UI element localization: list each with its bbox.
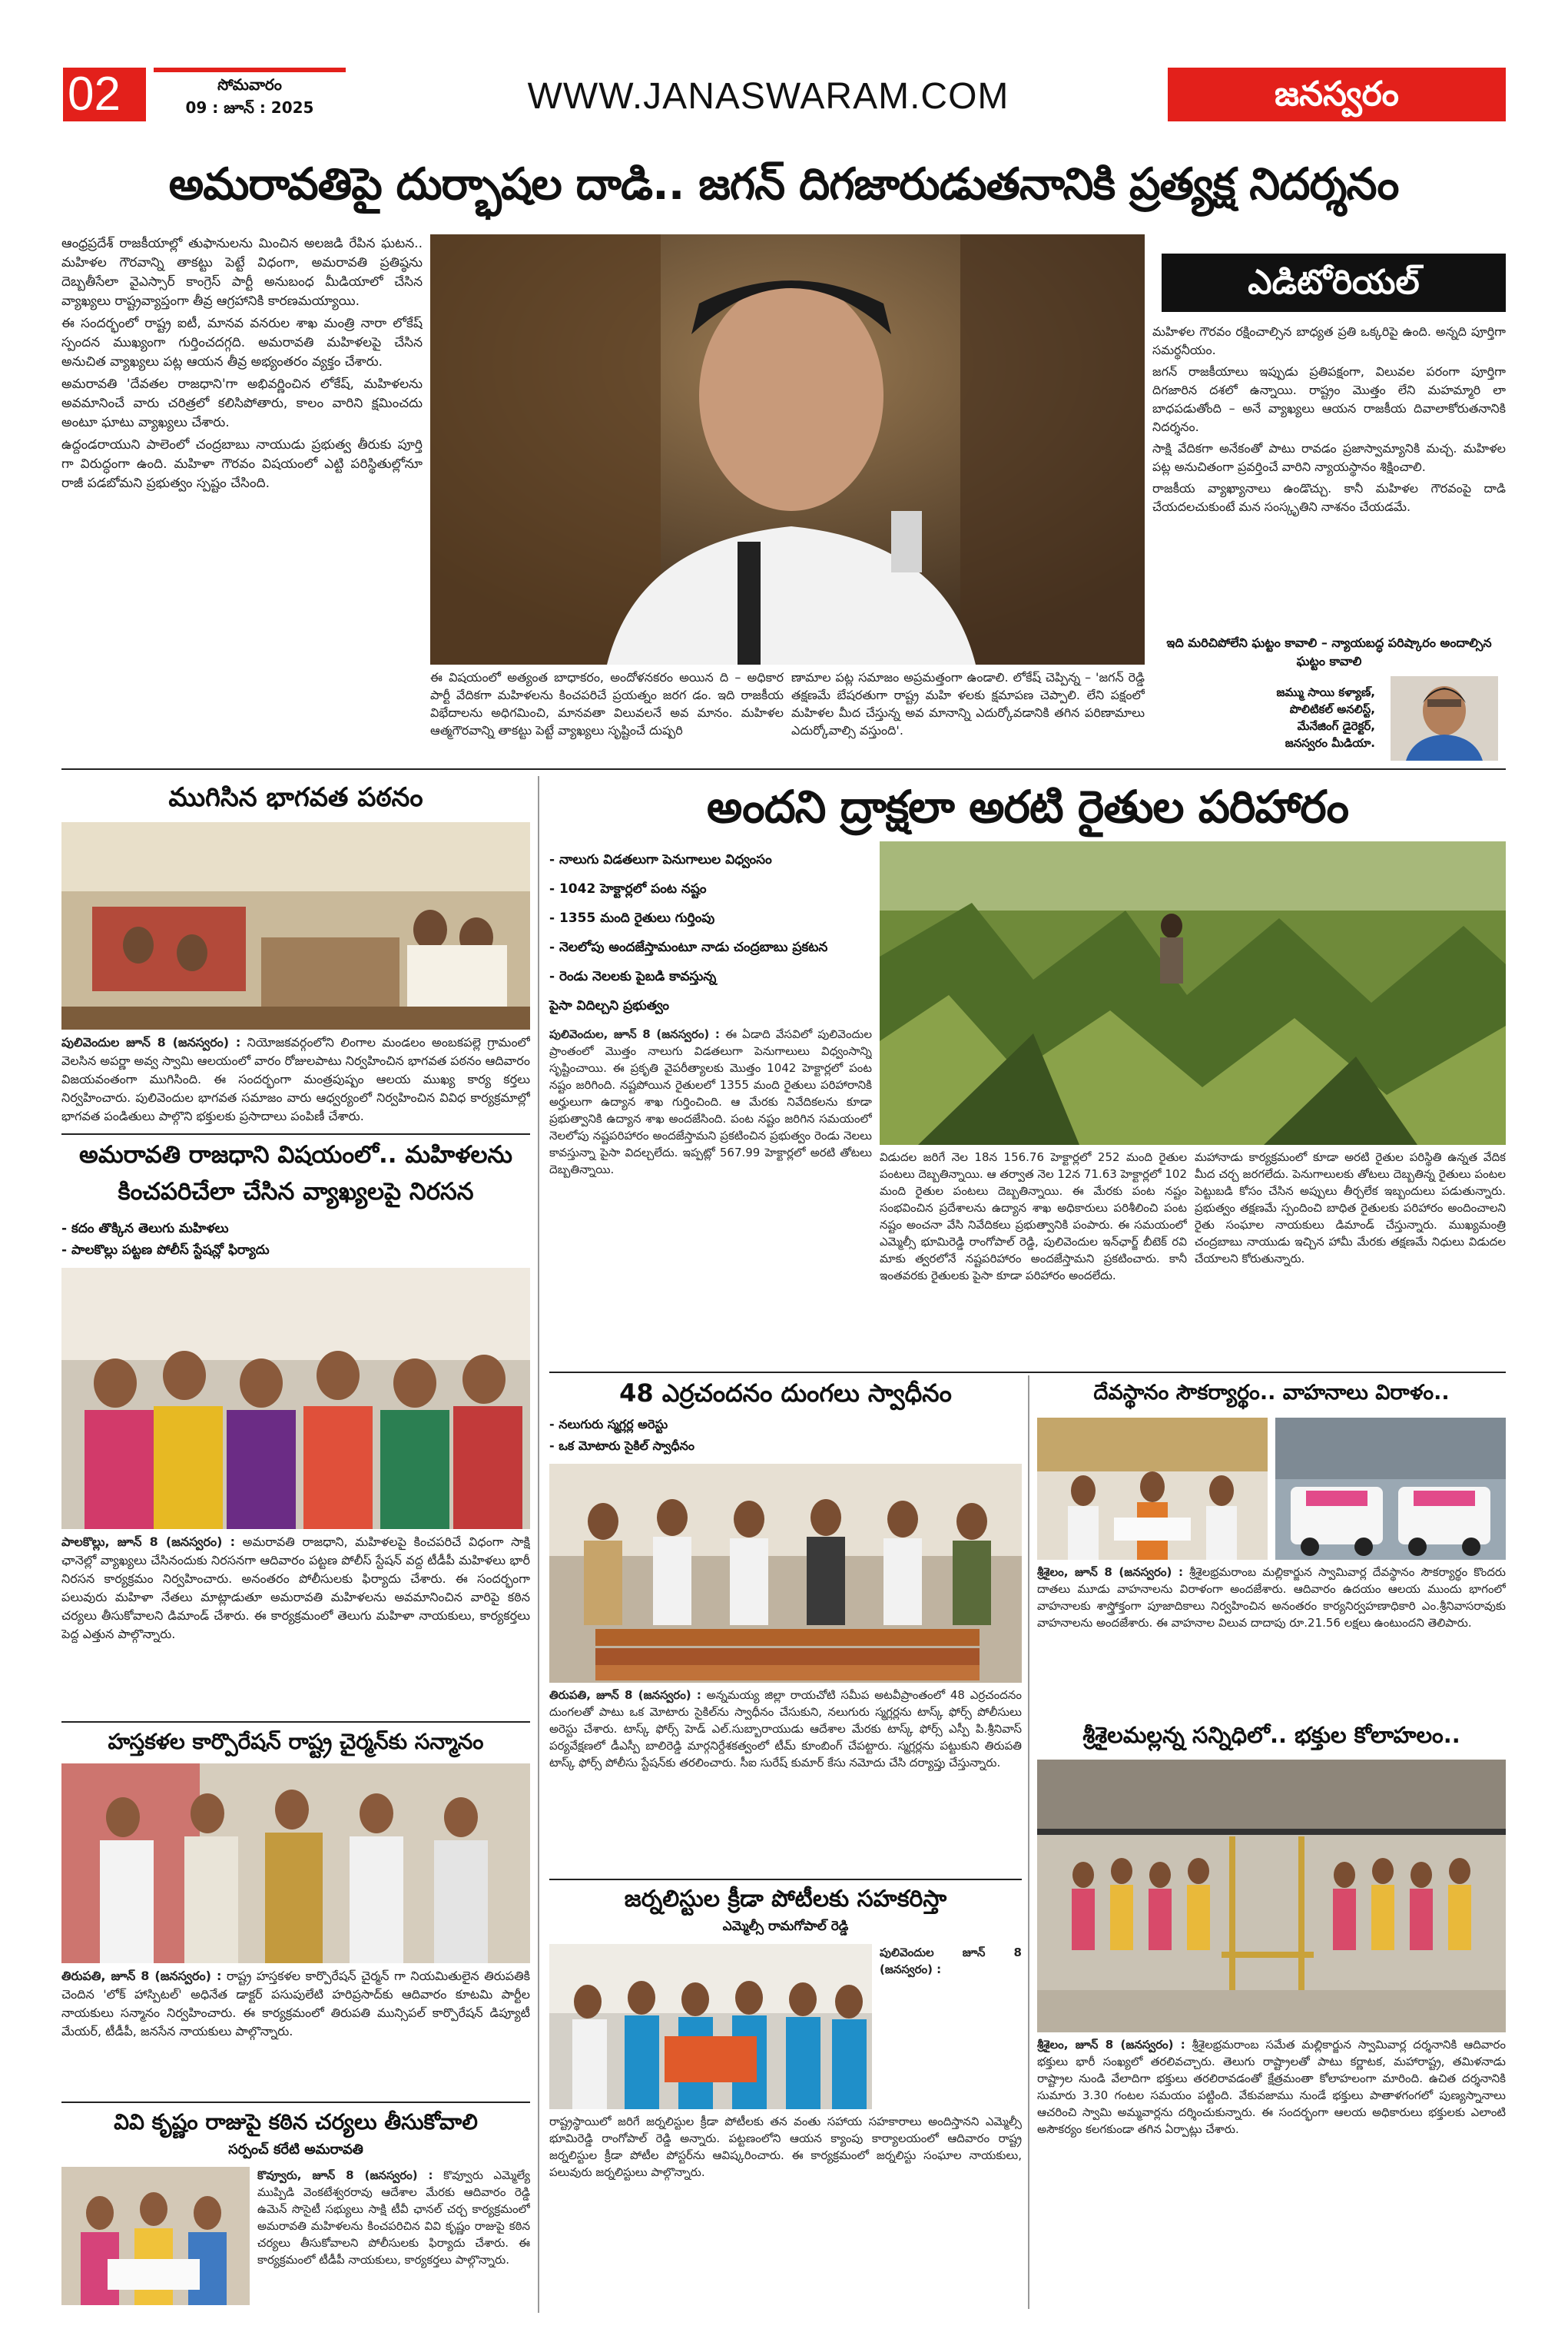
page-number-box	[63, 68, 146, 121]
journalists-body-top	[880, 1944, 1022, 2109]
issue-date: 09 : జూన్ : 2025	[185, 98, 314, 117]
editorial-tag-text: ఎడిటోరియల్	[1248, 263, 1420, 302]
srisailam-body	[1037, 2036, 1506, 2309]
protest-title-2: కించపరిచేలా చేసిన వ్యాఖ్యలపై నిరసన	[118, 1178, 474, 1206]
banana-col-2	[880, 1149, 1187, 1364]
lead-headline: అమరావతిపై దుర్భాషల దాడి.. జగన్ దిగజారుడుతనానికి ప్రత్యక్ష నిదర్శనం	[168, 159, 1399, 210]
lead-para: సాక్షి వేదికగా అనేకంతో పాటు రావడం ప్రజాస్వామ్యానికి మచ్చ. మహిళల పట్ల అనుచితంగా ప్రవర్తించే వారిని న్యాయస్థానం శిక్షించాలి.	[1152, 441, 1506, 474]
dateline: పులివెందుల, జూన్ 8 (జనస్వరం) :	[549, 1027, 720, 1041]
journalists-byline: ఎమ్మెల్సీ రామగోపాల్ రెడ్డి	[722, 1919, 849, 1934]
protest-bullets	[61, 1218, 530, 1261]
journalists-title: జర్నలిస్టుల క్రీడా పోటీలకు సహకరిస్తా	[624, 1886, 947, 1912]
srisailam-photo	[1037, 1760, 1506, 2032]
bullet: పైసా విదిల్చని ప్రభుత్వం	[549, 998, 669, 1013]
story-body: మహానాడు కార్యక్రమంలో కూడా అరటి రైతుల పరిస్థితి ఉన్నత వేదిక మీద చర్చ జరగలేదు. పెనుగాలులకు తోటలు దెబ్బతిన్న రైతులు పంటల పెట్టుబడి కోసం చేసిన అప్పులు తీర్చలేక ఇబ్బందులు పడుతున్నారు. ప్రభుత్వం తక్షణమే స్పందించి బాధిత రైతులకు పరిహారం అందించాలని రైతు సంఘాల నాయకులు డిమాండ్ చేస్తున్నారు. ముఖ్యమంత్రి చంద్రబాబు నాయుడు ఇచ్చిన హామీ మేరకు తక్షణమే నిధులు విడుదల చేయాలని కోరుతున్నారు.	[1195, 1150, 1506, 1266]
story-body: శ్రీశైలభ్రమరాంబ సమేత మల్లికార్జున స్వామివార్ల దర్శనానికి ఆదివారం భక్తులు భారీ సంఖ్యలో తరలివచ్చారు. తెలుగు రాష్ట్రాలతో పాటు కర్ణాటక, మహారాష్ట్ర, తమిళనాడు రాష్ట్రాల నుండి వేలాదిగా భక్తులు తరలిరావడంతో క్షేత్రమంతా కోలాహలంగా మారింది. ఉచిత దర్శనానికి సుమారు 3.30 గంటల సమయం పట్టింది. వేకువజాము నుండే భక్తులు పాతాళగంగలో పుణ్యస్నానాలు ఆచరించి స్వామి అమ్మవార్లను దర్శించుకున్నారు. ఈ సందర్భంగా ఆలయ అధికారులు భక్తులకు ఎలాంటి అసౌకర్యం కలగకుండా తగిన ఏర్పాట్లు చేశారు.	[1037, 2038, 1506, 2136]
lead-middle-col-1	[430, 668, 784, 753]
dateline: తిరుపతి, జూన్ 8 (జనస్వరం) :	[61, 1969, 222, 1983]
dateline: కొవ్వూరు, జూన్ 8 (జనస్వరం) :	[257, 2168, 433, 2182]
editorial-tag	[1162, 254, 1506, 312]
redsandal-body	[549, 1687, 1022, 1875]
banana-photo	[880, 841, 1506, 1145]
lead-middle-col-2	[791, 668, 1145, 753]
lead-para: రాజకీయ వ్యాఖ్యానాలు ఉండొచ్చు. కానీ మహిళల గౌరవంపై దాడి చేయదలచుకుంటే మన సంస్కృతిని నాశనం చేయడమే.	[1152, 481, 1506, 514]
redsandal-photo	[549, 1464, 1022, 1683]
page-number: 02	[68, 68, 121, 121]
story-body: అన్నమయ్య జిల్లా రాయచోటి సమీప అటవీప్రాంతంలో 48 ఎర్రచందనం దుంగలతో పాటు ఒక మోటారు సైకిల్‌ను స్వాధీనం చేసుకుని, నలుగురు స్మగ్లర్లను టాస్క్ ఫోర్స్ పోలీసులు అరెస్టు చేశారు. టాస్క్ ఫోర్స్ హెడ్ ఎల్.సుబ్బారాయుడు ఆదేశాల మేరకు టాస్క్ ఫోర్స్ ఎస్పీ పి.శ్రీనివాస్ పర్యవేక్షణలో డీఎస్పీ బాలిరెడ్డి మార్గనిర్దేశకత్వంలో టీమ్ కూంబింగ్ చేపట్టారు. స్మగ్లర్లను పట్టుకుని తిరుపతి టాస్క్ ఫోర్స్ పోలీసు స్టేషన్‌కు తరలించారు. సీఐ సురేష్ కుమార్ కేసు నమోదు చేసి దర్యాప్తు చేస్తున్నారు.	[549, 1688, 1022, 1770]
story-body: ఈ ఏడాది వేసవిలో పులివెందుల ప్రాంతంలో మొత్తం నాలుగు విడతలుగా పెనుగాలులు విధ్వంసాన్ని సృష్టించాయి. ఈ ప్రకృతి వైపరీత్యాలకు మొత్తం 1042 హెక్టార్లలో పంట నష్టం జరిగింది. నష్టపోయిన రైతులలో 1355 మంది రైతులు పరిహారానికి అర్హులుగా ఉద్యాన శాఖ గుర్తించింది. ఆ మేరకు నివేదికలను కూడా ప్రభుత్వానికి ఉద్యాన శాఖ అందజేసింది. పంట నష్టం జరిగిన సమయంలో నెలలోపు నష్టపరిహారం అందజేస్తామని ప్రకటించిన ప్రభుత్వం రెండు నెలలు కావస్తున్నా పైసా విదల్చలేదు. ఇప్పట్లో 567.99 హెక్టార్లలో అరటి తోటలు దెబ్బతిన్నాయి.	[549, 1027, 872, 1176]
redsandal-bullets	[549, 1414, 1022, 1457]
bhagavatam-body	[61, 1033, 530, 1130]
protest-photo	[61, 1268, 530, 1529]
temple-photo-2	[1275, 1418, 1506, 1560]
lead-para: ణామాల పట్ల సమాజం అప్రమత్తంగా ఉండాలి. లోకేష్ చెప్పిన్న – 'జగన్ రెడ్డి తక్షణమే బేషరతుగా రాష్ట్ర మహి ళలకు క్షమాపణ చెప్పాలి. లేని పక్షంలో మహిళల మీద చేస్తున్న అవ మానాన్ని ఎదుర్కోవడానికి తగిన పరిణామాలు ఎదుర్కోవాల్సి వస్తుంది'.	[791, 670, 1145, 738]
temple-photo-1	[1037, 1418, 1268, 1560]
byline-line: మేనేజింగ్ డైరెక్టర్,	[1297, 719, 1375, 733]
banana-col-3	[1195, 1149, 1506, 1364]
lead-photo	[430, 234, 1145, 665]
krishnam-title: వివి కృష్ణం రాజుపై కఠిన చర్యలు తీసుకోవాలి	[114, 2109, 478, 2135]
story-body: కొవ్వూరు ఎమ్మెల్యే ముప్పిడి వెంకటేశ్వరరావు ఆదేశాల మేరకు ఆదివారం రెడ్డి ఉమెన్ సొసైటీ సభ్యులు సాక్షి టీవీ ఛానల్ చర్చ కార్యక్రమంలో అమరావతి మహిళలను కించపరిచిన వివి కృష్ణం రాజుపై కఠిన చర్యలు తీసుకోవాలని పోలీసులకు ఫిర్యాదు చేశారు. ఈ కార్యక్రమంలో టీడీపీ నాయకులు, కార్యకర్తలు పాల్గొన్నారు.	[257, 2168, 530, 2267]
story-body: అమరావతి రాజధాని, మహిళలపై కించపరిచే విధంగా సాక్షి ఛానెల్లో వ్యాఖ్యలు చేసినందుకు నిరసనగా ఆదివారం పట్టణ పోలీస్ స్టేషన్ వద్ద టీడీపీ మహిళలు భారీ నిరసన కార్యక్రమం నిర్వహించారు. అనంతరం పోలీసులకు ఫిర్యాదు చేశారు. ఈ సందర్భంగా పలువురు మహిళా నేతలు మాట్లాడుతూ అమరావతి మహిళలను అవమానించిన వారిపై కఠిన చర్యలు తీసుకోవాలని డిమాండ్ చేశారు. ఈ కార్యక్రమంలో తెలుగు మహిళా నాయకులు, కార్యకర్తలు పెద్ద ఎత్తున పాల్గొన్నారు.	[61, 1534, 530, 1641]
handicrafts-body	[61, 1967, 530, 2098]
lead-para: ఉద్దండరాయుని పాలెంలో చంద్రబాబు నాయుడు ప్రభుత్వ తీరుకు పూర్తి గా విరుద్ధంగా ఉంది. మహిళా గౌరవం విషయంలో ఎట్టి పరిస్థితుల్లోనూ రాజీ పడబోమని ప్రభుత్వం స్పష్టం చేసింది.	[61, 437, 423, 491]
lead-para: ఆంధ్రప్రదేశ్ రాజకీయాల్లో తుఫానులను మించిన అలజడి రేపిన ఘటన.. మహిళల గౌరవాన్ని తాకట్టు పెట్టే విధంగా, అమరావతి ప్రతిష్ఠను దెబ్బతీసేలా వైఎస్సార్ కాంగ్రెస్ పార్టీ అనుబంధ మీడియాలో చేసిన వ్యాఖ్యలు రాష్ట్రవ్యాప్తంగా తీవ్ర ఆగ్రహానికి కారణమయ్యాయి.	[61, 236, 423, 309]
issue-day: సోమవారం	[217, 75, 282, 94]
krishnam-body	[257, 2167, 530, 2309]
krishnam-byline: సర్పంచ్ కరేటి అమరావతి	[228, 2141, 363, 2158]
story-body: విడుదల జరిగే నెల 18న 156.76 హెక్టార్లలో 252 మంది రైతుల పంటలు దెబ్బతిన్నాయి. ఆ తర్వాత నెల 12న 71.63 హెక్టార్లలో 102 మంది రైతుల పంటలు దెబ్బతిన్నాయి. ఈ మేరకు పంట నష్టం సంభవించిన ప్రదేశాలను ఉద్యాన శాఖ అధికారులు పరిశీలించి పంట నష్టం అంచనా వేసి నివేదికలు ప్రభుత్వానికి పంపారు. ఈ సమయంలో ఎమ్మెల్సీ భూమిరెడ్డి రాంగోపాల్ రెడ్డి, పులివెందుల ఇన్‌ఛార్జ్ బీటెక్ రవి మాకు త్వరలోనే నష్టపరిహారం అందజేస్తామని ప్రకటించారు. కానీ ఇంతవరకు రైతులకు పైసా కూడా పరిహారం అందలేదు.	[880, 1150, 1187, 1282]
story-body: శ్రీశైలభ్రమరాంబ మల్లికార్జున స్వామివార్ల దేవస్థానం సౌకర్యార్థం కొందరు దాతలు మూడు వాహనాలను విరాళంగా అందజేశారు. ఆదివారం ఉదయం ఆలయ ముందు భాగంలో వాహనాలకు శాస్త్రోక్తంగా పూజాదికాలు నిర్వహించిన అనంతరం కార్యనిర్వహణాధికారి ఎం.శ్రీనివాసరావుకు వాహనాలను అందజేశారు. ఈ వాహనాల విలువ దాదాపు రూ.21.56 లక్షలు ఉంటుందని తెలిపారు.	[1037, 1565, 1506, 1630]
journalists-photo	[549, 1944, 872, 2109]
banana-headline: అందని ద్రాక్షలా అరటి రైతుల పరిహారం	[706, 781, 1349, 833]
bullet: - పాలకొల్లు పట్టణ పోలీస్ స్టేషన్లో ఫిర్యాదు	[61, 1242, 270, 1258]
bullet: - నాలుగు విడతలుగా పెనుగాలుల విధ్వంసం	[549, 852, 772, 867]
website-url: WWW.JANASWARAM.COM	[527, 76, 1009, 117]
section-divider	[549, 1879, 1022, 1880]
journalists-body	[549, 2113, 1022, 2305]
dateline: తిరుపతి, జూన్ 8 (జనస్వరం) :	[549, 1688, 701, 1702]
dateline: శ్రీశైలం, జూన్ 8 (జనస్వరం) :	[1037, 2038, 1185, 2052]
column-divider	[538, 776, 539, 2313]
bullet: - నలుగురు స్మగ్లర్ల అరెస్టు	[549, 1417, 668, 1431]
bhagavatam-photo	[61, 822, 530, 1030]
editorial-byline	[1198, 684, 1375, 751]
lead-column-1	[61, 234, 423, 695]
story-body: రాష్ట్ర హస్తకళల కార్పొరేషన్ చైర్మన్ గా నియమితులైన తిరుపతికి చెందిన 'లోక్ హాస్పిటల్' అధినేత డాక్టర్ పసుపులేటి హరిప్రసాద్‌కు ఆదివారం కూటమి పార్టీల నాయకులు సన్మానం నిర్వహించారు. ఈ కార్యక్రమంలో తిరుపతి మున్సిపల్ కార్పొరేషన్ డిప్యూటీ మేయర్, టీడీపీ, జనసేన నాయకులు పాల్గొన్నారు.	[61, 1969, 530, 2039]
section-divider	[61, 1721, 530, 1723]
lead-para: మహిళల గౌరవం రక్షించాల్సిన బాధ్యత ప్రతి ఒక్కరిపై ఉంది. అన్నది పూర్తిగా సమర్థనీయం.	[1152, 324, 1506, 357]
lead-para: అమరావతి 'దేవతల రాజధాని'గా అభివర్ణించిన లోకేష్, మహిళలను అవమానించే వారు చరిత్రలో కలిసిపోతారు, కాలం వారిని క్షమించదు అంటూ ఘాటు వ్యాఖ్యలు చేశారు.	[61, 377, 423, 430]
byline-line: జమ్ము సాయి కళ్యాణ్,	[1276, 685, 1375, 699]
protest-body	[61, 1533, 530, 1717]
temple-body	[1037, 1564, 1506, 1717]
brand-box	[1168, 68, 1506, 121]
brand-name: జనస్వరం	[1274, 75, 1399, 114]
protest-title-1: అమరావతి రాజధాని విషయంలో.. మహిళలను	[79, 1141, 512, 1169]
byline-line: జనస్వరం మీడియా.	[1285, 736, 1375, 750]
lead-closing-line: ఇది మరిచిపోలేని ఘట్టం కావాలి – న్యాయబద్ధ పరిష్కారం అందాల్సిన ఘట్టం కావాలి	[1166, 635, 1492, 668]
bullet: - 1042 హెక్టార్లలో పంట నష్టం	[549, 881, 707, 897]
story-body: రాష్ట్రస్థాయిలో జరిగే జర్నలిస్టుల క్రీడా పోటీలకు తన వంతు సహాయ సహకారాలు అందిస్తానని ఎమ్మెల్సీ భూమిరెడ్డి రాంగోపాల్ రెడ్డి అన్నారు. పట్టణంలోని ఆయన క్యాంపు కార్యాలయంలో ఆదివారం రాష్ట్ర జర్నలిస్టుల క్రీడా పోటీల పోస్టర్‌ను ఆవిష్కరించారు. ఈ కార్యక్రమంలో జర్నలిస్టు సంఘాల నాయకులు, పలువురు జర్నలిస్టులు పాల్గొన్నారు.	[549, 2115, 1022, 2179]
redsandal-title: 48 ఎర్రచందనం దుంగలు స్వాధీనం	[619, 1378, 952, 1408]
lead-right-col	[1152, 323, 1506, 630]
bullet: - రెండు నెలలకు పైబడి కావస్తున్న	[549, 969, 717, 984]
section-divider	[61, 1133, 530, 1135]
bullet: - ఒక మోటారు సైకిల్ స్వాధీనం	[549, 1438, 694, 1453]
handicrafts-photo	[61, 1763, 530, 1963]
bullet: - కదం తొక్కిన తెలుగు మహిళలు	[61, 1221, 229, 1236]
story-body: నియోజకవర్గంలోని లింగాల మండలం అంబకపల్లె గ్రామంలో వెలసిన అపర్ణా అవ్వ స్వామి ఆలయంలో వారం రోజులపాటు నిర్వహించిన భాగవత పఠనం ఆదివారం విజయవంతంగా ముగిసింది. ఈ సందర్భంగా మంత్రపుష్పం ఆలయ ముఖ్య కార్య కర్తలు నిర్వహించారు. పులివెందుల భాగవత సమాజం వారు ఆధ్వర్యంలో నిర్వహించిన వివిధ కార్యక్రమాల్లో భాగవత పండితులు పాల్గొని భక్తులకు ప్రసాదాలు పంపిణీ చేశారు.	[61, 1035, 530, 1123]
dateline-box	[154, 68, 346, 121]
column-divider	[1028, 1375, 1029, 2309]
banana-bullets	[549, 845, 872, 1020]
handicrafts-title: హస్తకళల కార్పొరేషన్ రాష్ట్ర చైర్మన్‌కు సన్మానం	[108, 1729, 484, 1754]
dateline: పాలకొల్లు, జూన్ 8 (జనస్వరం) :	[61, 1534, 235, 1549]
byline-line: పొలిటికల్ అనలిస్ట్,	[1289, 702, 1375, 716]
section-divider	[549, 1372, 1506, 1373]
bullet: - 1355 మంది రైతులు గుర్తింపు	[549, 911, 715, 926]
bullet: - నెలలోపు అందజేస్తామంటూ నాడు చంద్రబాబు ప్రకటన	[549, 940, 828, 955]
krishnam-photo	[61, 2167, 250, 2305]
lead-para: జగన్ రాజకీయాలు ఇప్పుడు ప్రతిపక్షంగా, విలువల పరంగా పూర్తిగా దిగజారిన దశలో ఉన్నాయి. రాష్ట్రం మొత్తం లేని మహమ్మారి లా బాధపడుతోంది – అనే వ్యాఖ్యలు ఆయన రాజకీయ దివాలాకోరుతనానికి నిదర్శనం.	[1152, 364, 1506, 434]
bhagavatam-title: ముగిసిన భాగవత పఠనం	[168, 782, 423, 813]
temple-title: దేవస్థానం సౌకర్యార్థం.. వాహనాలు విరాళం..	[1093, 1381, 1450, 1405]
section-divider	[61, 2102, 530, 2103]
dateline: పులివెందుల జూన్ 8 (జనస్వరం) :	[61, 1035, 241, 1050]
srisailam-title: శ్రీశైలమల్లన్న సన్నిధిలో.. భక్తుల కోలాహలం..	[1082, 1722, 1460, 1748]
lead-para: ఈ సందర్భంలో రాష్ట్ర ఐటీ, మానవ వనరుల శాఖ మంత్రి నారా లోకేష్ స్పందన ముఖ్యంగా గుర్తించదగ్గది. అమరావతి మహిళలపై చేసిన అనుచిత వ్యాఖ్యలు పట్ల ఆయన తీవ్ర అభ్యంతరం వ్యక్తం చేశారు.	[61, 316, 423, 370]
dateline: పులివెందుల జూన్ 8 (జనస్వరం) :	[880, 1946, 1022, 1976]
banana-col-1	[549, 1026, 872, 1364]
dateline: శ్రీశైలం, జూన్ 8 (జనస్వరం) :	[1037, 1565, 1183, 1579]
section-divider	[61, 768, 1506, 770]
author-photo	[1391, 676, 1498, 761]
lead-para: ఈ విషయంలో అత్యంత బాధాకరం, అందోళనకరం అయిన ది – అధికార పార్టీ వేదికగా మహిళలను కించపరిచే ప్రయత్నం జరగ డం. ఇది రాజకీయ విభేదాలను అధిగమించి, మానవతా విలువలనే అవ మానం. మహిళల ఆత్మగౌరవాన్ని తాకట్టు పెట్టే వ్యాఖ్యలు సృష్టించే దుష్పరి	[430, 670, 784, 738]
